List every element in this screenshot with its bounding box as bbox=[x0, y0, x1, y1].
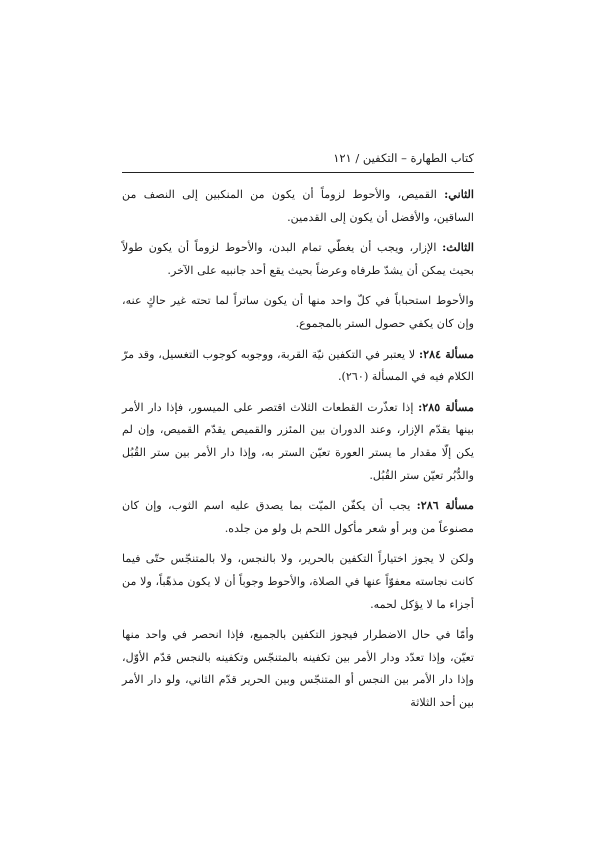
issue-number: مسألة ٢٨٤: bbox=[418, 346, 474, 361]
paragraph-text: القميص، والأحوط لزوماً أن يكون من المنكبين إلى النصف من الساقين، والأفضل أن يكون إلى القدمين. bbox=[122, 188, 474, 224]
paragraph-text: إذا تعذّرت القطعات الثلاث اقتصر على الميسور، فإذا دار الأمر بينها يقدّم الإزار، وعند الدوران بين المئزر والقميص يقدّم القميص، وإن لم يكن إلّا مقدار ما يستر العورة تعيّن الستر به، وإذا دار الأمر بين ستر القُبُل والدُّبُر تعيّن ستر القُبُل. bbox=[122, 400, 474, 482]
paragraph bbox=[122, 236, 474, 282]
paragraph-text: الإزار، ويجب أن يغطّي تمام البدن، والأحوط لزوماً أن يكون طولاً بحيث يمكن أن يشدّ طرفاه وعرضاً بحيث يقع أحد جانبيه على الآخر. bbox=[122, 241, 474, 277]
issue-paragraph bbox=[122, 396, 474, 487]
issue-paragraph bbox=[122, 343, 474, 389]
paragraph-lead: الثالث: bbox=[442, 240, 474, 255]
issue-paragraph bbox=[122, 494, 474, 540]
paragraph-text: ولكن لا يجوز اختياراً التكفين بالحرير، ولا بالنجس، ولا بالمتنجّس حتّى فيما كانت نجاسته معفوّاً عنها في الصلاة، والأحوط وجوباً أن لا يكون مذهّباً، ولا من أجزاء ما لا يؤكل لحمه. bbox=[122, 552, 474, 611]
paragraph-lead: الثاني: bbox=[444, 187, 474, 201]
paragraph-text: لا يعتبر في التكفين نيّة القربة، ووجوبه كوجوب التغسيل، وقد مرّ الكلام فيه في المسألة (٢٦٠). bbox=[122, 347, 474, 384]
header-divider bbox=[122, 172, 474, 173]
paragraph-text: يجب أن يكفّن الميّت بما يصدق عليه اسم الثوب، وإن كان مصنوعاً من وبر أو شعر مأكول اللحم بل ولو من جلده. bbox=[122, 499, 474, 535]
paragraph bbox=[122, 183, 474, 229]
paragraph bbox=[122, 547, 474, 616]
paragraph bbox=[122, 623, 474, 714]
page-body bbox=[122, 183, 474, 721]
issue-number: مسألة ٢٨٦: bbox=[416, 498, 475, 513]
issue-number: مسألة ٢٨٥: bbox=[418, 399, 474, 414]
paragraph-text: والأحوط استحباباً في كلّ واحد منها أن يكون ساتراً لما تحته غير حاكٍ عنه، وإن كان يكفي حصول الستر بالمجموع. bbox=[122, 294, 474, 330]
paragraph-text: وأمّا في حال الاضطرار فيجوز التكفين بالجميع، فإذا انحصر في واحد منها تعيّن، وإذا تعدّد ودار الأمر بين تكفينه بالمتنجّس وتكفينه بالنجس قدّم الأوّل، وإذا دار الأمر بين النجس أو المتنجّس وبين الحرير قدّم الثاني، ولو دار الأمر بين أحد الثلاثة bbox=[122, 628, 474, 709]
paragraph bbox=[122, 289, 474, 335]
running-header: كتاب الطهارة – التكفين / ١٢١ bbox=[333, 151, 474, 165]
